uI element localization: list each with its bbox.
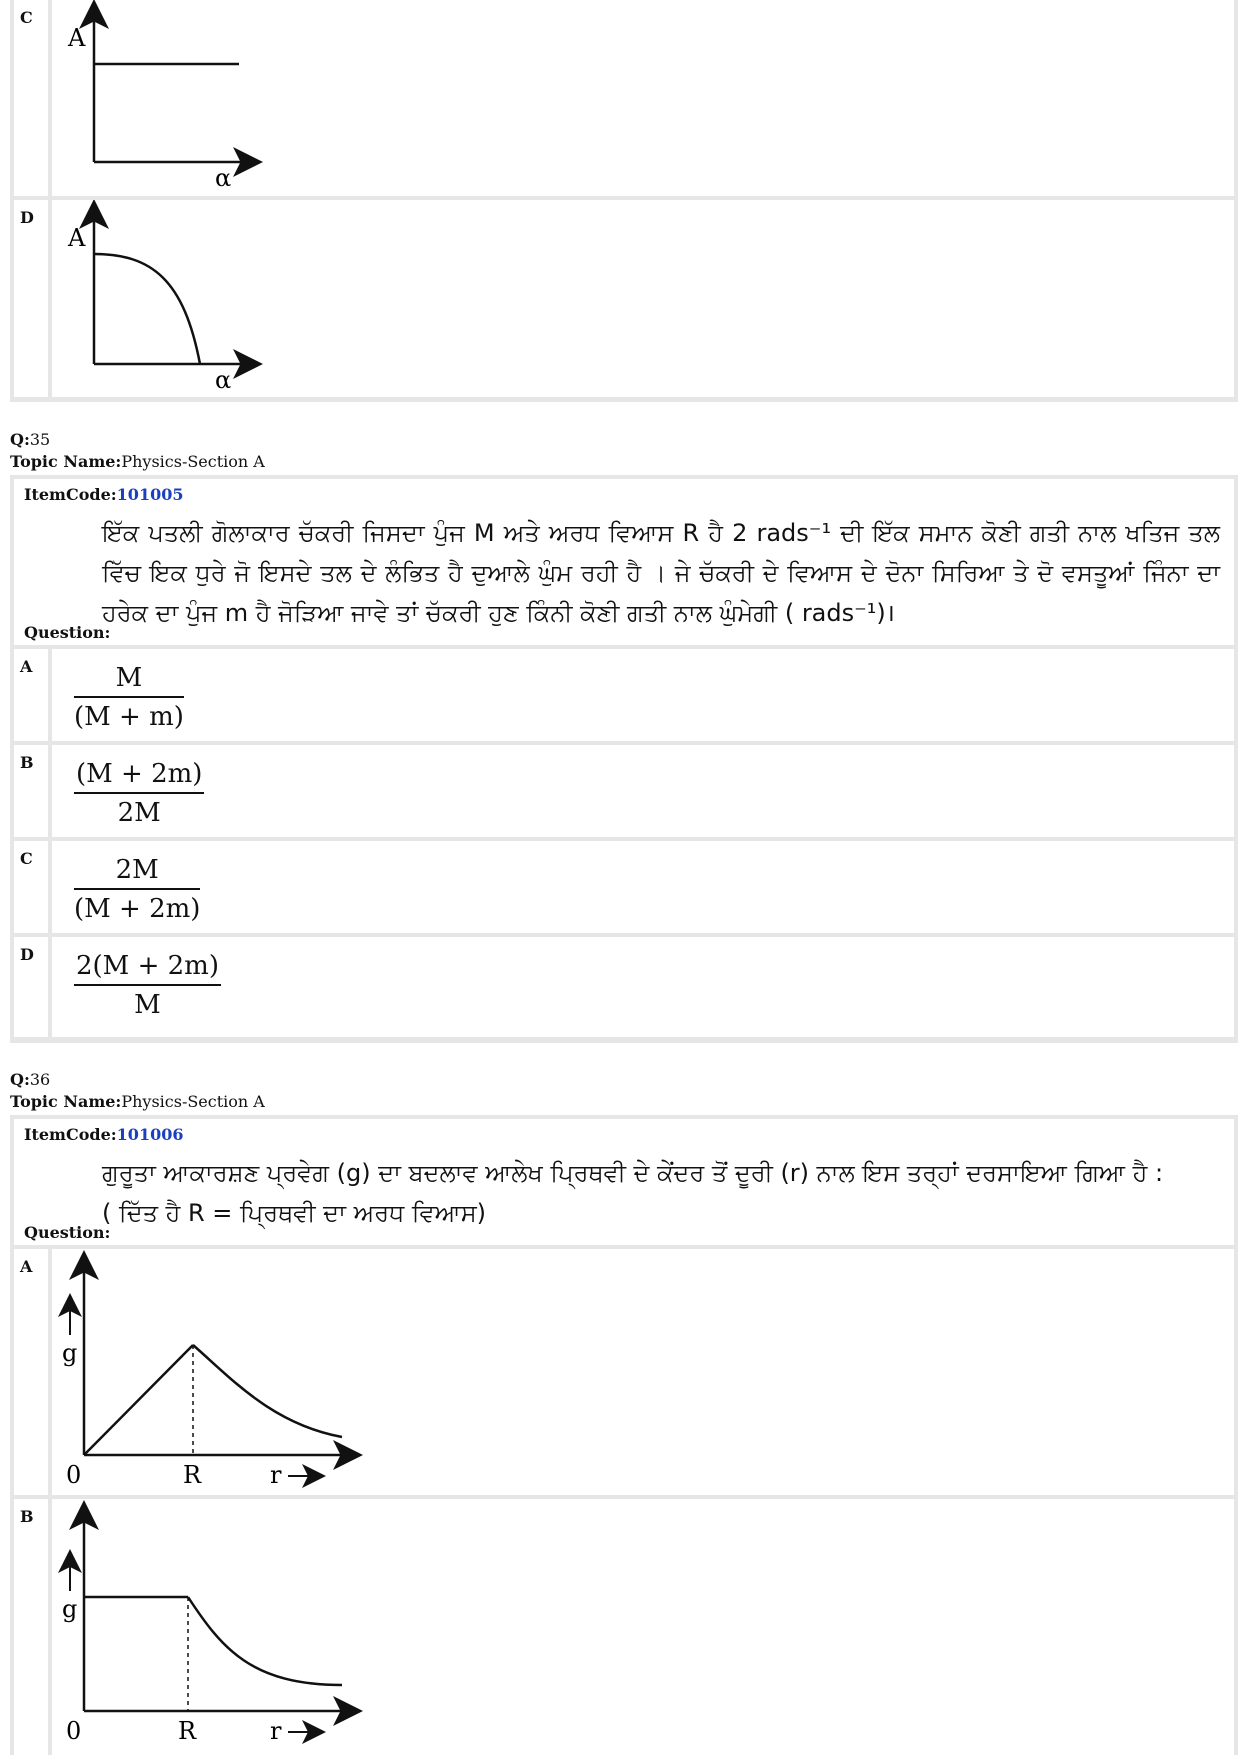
topic-name: Topic Name:Physics-Section A <box>10 452 265 471</box>
question-text <box>102 1153 1220 1233</box>
y-axis-label: g <box>62 1339 78 1367</box>
numerator: (M + 2m) <box>74 759 204 794</box>
itemcode: ItemCode:101006 <box>24 1125 184 1144</box>
question-line-1: ਗੁਰੂਤਾ ਆਕਾਰਸ਼ਣ ਪ੍ਰਵੇਗ (g) ਦਾ ਬਦਲਾਵ ਆਲੇਖ ਪ੍ਰਿਥਵੀ ਦੇ ਕੇਂਦਰ ਤੋਂ ਦੂਰੀ (r) ਨਾਲ ਇਸ ਤਰ੍ਹਾਂ ਦਰਸਾਇਆ ਗਿਆ ਹੈ : <box>102 1159 1164 1187</box>
y-axis-label: A <box>68 24 86 52</box>
option-graph-c <box>48 0 1234 196</box>
numerator: 2(M + 2m) <box>74 951 221 986</box>
numerator: M <box>74 663 184 698</box>
decreasing-curve <box>94 254 200 364</box>
option-row-c[interactable] <box>14 0 1234 196</box>
fraction <box>74 951 221 1020</box>
fraction <box>74 759 204 828</box>
question-block-35 <box>10 475 1238 1043</box>
option-row-a[interactable] <box>14 1249 1234 1495</box>
origin-label: 0 <box>66 1461 82 1489</box>
question-stem <box>14 1119 1234 1245</box>
option-letter: B <box>20 1507 34 1526</box>
option-letter: C <box>20 849 33 868</box>
question-label: Question: <box>24 623 111 642</box>
y-axis-label: A <box>68 224 86 252</box>
fraction <box>74 855 200 924</box>
question-number: Q:35 <box>10 430 51 449</box>
r-mark-label: R <box>178 1717 197 1745</box>
question-text: ਇੱਕ ਪਤਲੀ ਗੋਲਾਕਾਰ ਚੱਕਰੀ ਜਿਸਦਾ ਪੁੰਜ M ਅਤੇ ਅਰਧ ਵਿਆਸ R ਹੈ 2 rads⁻¹ ਦੀ ਇੱਕ ਸਮਾਨ ਕੋਣੀ ਗਤੀ ਨਾਲ ਖਤਿਜ ਤਲ ਵਿੱਚ ਇਕ ਧੁਰੇ ਜੋ ਇਸਦੇ ਤਲ ਦੇ ਲੰਭਿਤ ਹੈ ਦੁਆਲੇ ਘੁੰਮ ਰਹੀ ਹੈ । ਜੇ ਚੱਕਰੀ ਦੇ ਵਿਆਸ ਦੇ ਦੋਨਾ ਸਿਰਿਆ ਤੇ ਦੋ ਵਸਤੂਆਂ ਜਿੰਨਾ ਦਾ ਹਰੇਕ ਦਾ ਪੁੰਜ m ਹੈ ਜੋੜਿਆ ਜਾਵੇ ਤਾਂ ਚੱਕਰੀ ਹੁਣ ਕਿੰਨੀ ਕੋਣੀ ਗਤੀ ਨਾਲ ਘੁੰਮੇਗੀ ( rads⁻¹)। <box>102 519 1220 627</box>
option-letter: D <box>20 945 34 964</box>
prev-question-options <box>10 0 1238 402</box>
option-row-c[interactable] <box>14 841 1234 933</box>
denominator: 2M <box>117 798 161 828</box>
x-axis-label: α <box>215 366 232 394</box>
numerator: 2M <box>74 855 200 890</box>
graph-g-vs-r-option-a <box>52 1249 372 1495</box>
x-axis-label: r <box>270 1461 282 1489</box>
inverse-square-decay <box>193 1345 342 1437</box>
option-letter: A <box>20 657 33 676</box>
question-number: Q:36 <box>10 1070 51 1089</box>
y-axis-label: g <box>62 1595 78 1623</box>
option-row-b[interactable] <box>14 1499 1234 1755</box>
graph-constant-a-vs-alpha <box>52 0 312 196</box>
denominator: (M + m) <box>74 702 184 732</box>
fraction <box>74 663 184 732</box>
r-mark-label: R <box>183 1461 202 1489</box>
origin-label: 0 <box>66 1717 82 1745</box>
graph-decreasing-a-vs-alpha <box>52 200 312 397</box>
linear-rise <box>84 1345 193 1455</box>
graph-g-vs-r-option-b <box>52 1499 372 1751</box>
denominator: (M + 2m) <box>74 894 201 924</box>
option-letter: D <box>20 208 34 227</box>
x-axis-label: α <box>215 164 232 192</box>
question-stem <box>14 479 1234 645</box>
question-label: Question: <box>24 1223 111 1242</box>
topic-name: Topic Name:Physics-Section A <box>10 1092 265 1111</box>
option-letter: A <box>20 1257 33 1276</box>
denominator: M <box>134 990 161 1020</box>
option-row-a[interactable] <box>14 649 1234 741</box>
question-line-2: ( ਦਿੱਤ ਹੈ R = ਪ੍ਰਿਥਵੀ ਦਾ ਅਰਧ ਵਿਆਸ) <box>102 1199 487 1227</box>
option-row-d[interactable] <box>14 200 1234 397</box>
option-row-d[interactable] <box>14 937 1234 1037</box>
option-graph-d <box>48 200 1234 397</box>
decay-curve <box>188 1597 342 1685</box>
option-letter: B <box>20 753 34 772</box>
x-axis-label: r <box>270 1717 282 1745</box>
option-row-b[interactable] <box>14 745 1234 837</box>
option-letter: C <box>20 8 33 27</box>
question-block-36 <box>10 1115 1238 1755</box>
itemcode: ItemCode:101005 <box>24 485 184 504</box>
